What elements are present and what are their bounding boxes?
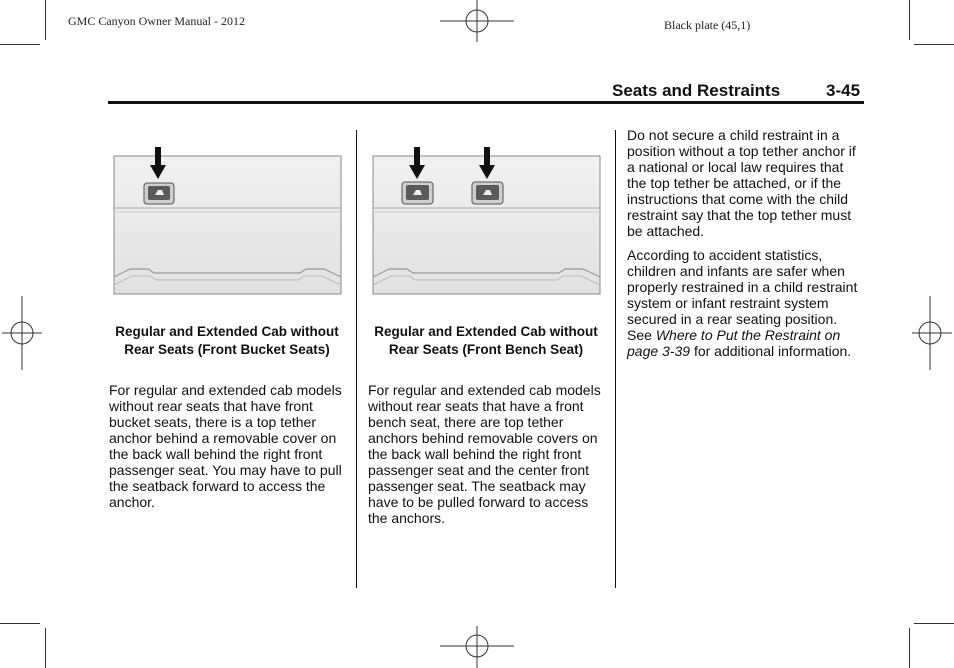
registration-mark-top xyxy=(440,0,514,45)
section-title: Seats and Restraints xyxy=(612,81,781,100)
registration-mark-left xyxy=(0,296,44,370)
manual-title: GMC Canyon Owner Manual - 2012 xyxy=(68,14,245,28)
right-column xyxy=(627,127,863,367)
paragraph-top-tether-law: Do not secure a child restraint in a position without a top tether anchor if a national or local law requires that the top tether be attached, or if the instructions that come with the child restraint say that the top tether must be attached. xyxy=(627,127,856,239)
crop-mark-top-right-h xyxy=(914,44,954,45)
illustration-bench-seat xyxy=(369,145,604,297)
crop-mark-top-left-h xyxy=(0,44,40,45)
page-number: 3-45 xyxy=(826,81,861,100)
header-rule xyxy=(108,101,864,104)
cross-reference-link[interactable]: Where to Put the Restraint on page 3-39 xyxy=(627,327,841,359)
crop-mark-bottom-left-v xyxy=(45,628,46,668)
crop-mark-bottom-right-v xyxy=(909,628,910,668)
caption-bucket-seats: Regular and Extended Cab without Rear Seats (Front Bucket Seats) xyxy=(115,324,339,357)
registration-mark-right xyxy=(910,296,954,370)
paragraph-bucket-seats: For regular and extended cab models without rear seats that have front bucket seats, there is a top tether anchor behind a removable cover on the back wall behind the right front passenger seat. You may have to pull the seatback forward to access the anchor. xyxy=(109,382,342,510)
crop-mark-bottom-right-h xyxy=(914,623,954,624)
crop-mark-top-right-v xyxy=(909,0,910,40)
registration-mark-bottom xyxy=(440,624,514,668)
column-divider-2 xyxy=(615,130,616,588)
paragraph-text: According to accident statistics, children and infants are safer when properly restrained in a child restraint system or infant restraint system secured in a rear seating position. See xyxy=(627,247,858,343)
caption-bench-seat: Regular and Extended Cab without Rear Seats (Front Bench Seat) xyxy=(374,324,598,357)
paragraph-accident-statistics xyxy=(627,247,863,359)
paragraph-bench-seat: For regular and extended cab models without rear seats that have a front bench seat, there are top tether anchors behind removable covers on the back wall behind the right front passenger seat and the center front passenger seat. The seatback may have to be pulled forward to access the anchors. xyxy=(368,382,601,526)
crop-mark-bottom-left-h xyxy=(0,623,40,624)
plate-label: Black plate (45,1) xyxy=(664,18,751,32)
illustration-bucket-seats xyxy=(110,145,345,297)
paragraph-text-end: for additional information. xyxy=(690,343,852,359)
crop-mark-top-left-v xyxy=(45,0,46,40)
column-divider-1 xyxy=(356,130,357,588)
